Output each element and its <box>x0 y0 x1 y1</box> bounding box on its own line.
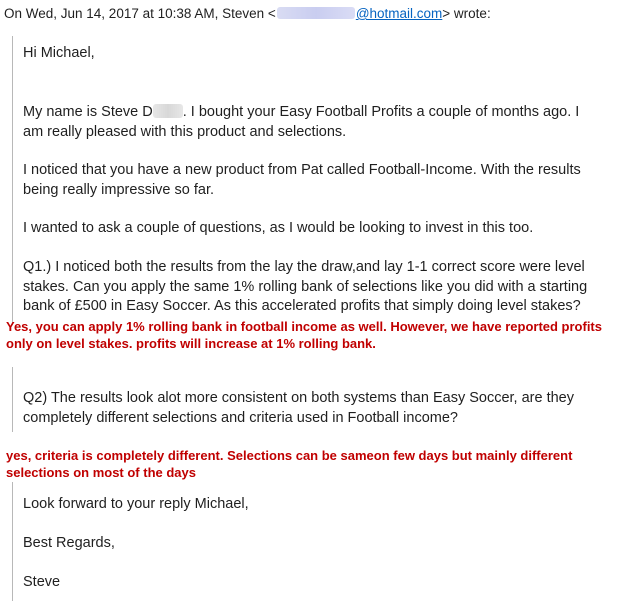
intro-paragraph: My name is Steve D . I bought your Easy Football Profits a couple of months ago. I am really pleased with this product and selections. <box>23 104 580 140</box>
closing-line: Look forward to your reply Michael, <box>23 496 249 512</box>
ask-paragraph: I wanted to ask a couple of questions, as I would be looking to invest in this too. <box>23 220 534 236</box>
email-link[interactable]: @hotmail.com <box>355 6 443 21</box>
regards-line: Best Regards, <box>23 535 115 551</box>
signature: Steve <box>23 574 61 590</box>
email-header <box>4 6 491 21</box>
noticed-paragraph: I noticed that you have a new product from Pat called Football-Income. With the results being really impressive so far. <box>23 162 581 198</box>
question-1: Q1.) I noticed both the results from the lay the draw,and lay 1-1 correct score were level stakes. Can you apply the same 1% rolling bank of selections like you did with a starting bank of £500 in Easy Soccer. As this accelerated profits that simply doing level stakes? <box>23 259 588 314</box>
answer-2: yes, criteria is completely different. Selections can be sameon few days but mainly different selections on most of the days <box>6 448 573 480</box>
redacted-email-blur <box>277 7 355 19</box>
header-prefix: On Wed, Jun 14, 2017 at 10:38 AM, Steven < <box>4 6 276 21</box>
quoted-block-2 <box>12 367 609 432</box>
redacted-surname-blur <box>153 104 183 118</box>
quoted-block-1 <box>12 36 609 325</box>
question-2: Q2) The results look alot more consistent on both systems than Easy Soccer, are they completely different selections and criteria used in Football income? <box>23 390 574 426</box>
greeting: Hi Michael, <box>23 45 95 61</box>
answer-1: Yes, you can apply 1% rolling bank in football income as well. However, we have reported profits only on level stakes. profits will increase at 1% rolling bank. <box>6 319 602 351</box>
header-suffix: > wrote: <box>442 6 491 21</box>
quoted-block-3 <box>12 482 609 601</box>
